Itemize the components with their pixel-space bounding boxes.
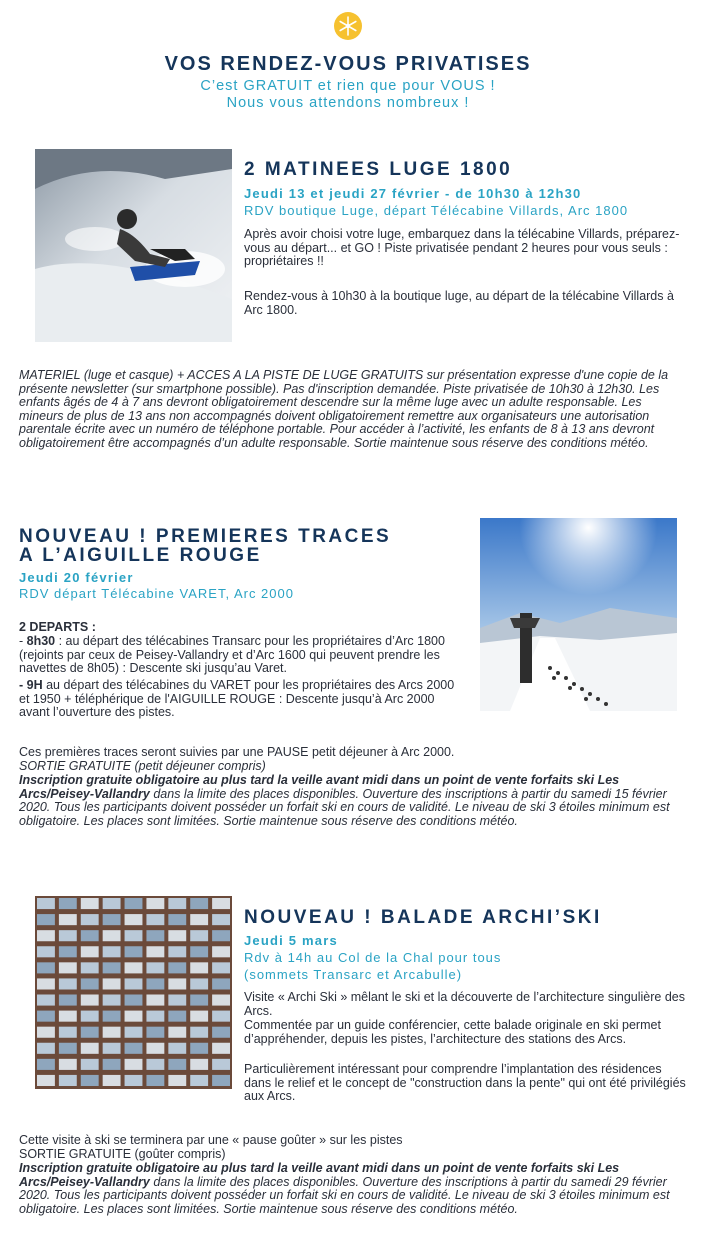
event2-depart2-text: au départ des télécabines du VARET pour les propriétaires des Arcs 2000 et 1950 + téléphérique de l'AIGUILLE ROUGE : Descente jusqu’à Arc 2000 avant l’ouverture des pistes. (19, 678, 455, 720)
event2-sortie: SORTIE GRATUITE (petit déjeuner compris) (19, 759, 266, 773)
event2-depart1: - 8h30 : au départ des télécabines Transarc pour les propriétaires d’Arc 1800 (rejoints par ceux de Peisey-Vallandry et d’Arc 1600 qui peuvent prendre les navettes de 8h05) : Descente ski jusqu’au Varet. (19, 634, 445, 676)
event3-para1: Visite « Archi Ski » mêlant le ski et la découverte de l’architecture singulière des Arcs. (244, 990, 685, 1018)
event3-inscription-bold: Inscription gratuite obligatoire au plus tard la veille avant midi dans un point de vente forfaits ski Les Arcs/Peisey-Vallandry (19, 1161, 620, 1189)
event1-date: Jeudi 13 et jeudi 27 février - de 10h30 à 12h30 (244, 186, 582, 201)
event1-rdv: RDV boutique Luge, départ Télécabine Villards, Arc 1800 (244, 203, 629, 218)
event3-sortie: SORTIE GRATUITE (goûter compris) (19, 1147, 226, 1161)
event2-departs-label: 2 DEPARTS : (19, 620, 96, 634)
page-subtitle-2: Nous vous attendons nombreux ! (226, 95, 470, 111)
event2-title-line2: A L’AIGUILLE ROUGE (19, 545, 262, 566)
event2-date: Jeudi 20 février (19, 570, 134, 585)
event1-conditions: MATERIEL (luge et casque) + ACCES A LA PISTE DE LUGE GRATUITS sur présentation expresse d'une copie de la présente newsletter (sur smartphone possible). Pas d'inscription demandée. Piste privatisée de 10h30 à 12h30. Les enfants âgés de 4 à 7 ans devront obligatoirement descendre sur la même luge avec un adulte responsable. Les mineurs de plus de 13 ans non accompagnés doivent obligatoirement remettre aux organisateurs une autorisation parentale écrite avec un numéro de téléphone portable. Pour accéder à l’activité, les enfants de 8 à 13 ans devront obligatoirement être accompagnés d’un adulte responsable. Sortie maintenue sous réserve des conditions météo. (19, 368, 669, 450)
event1-title: 2 MATINEES LUGE 1800 (244, 159, 513, 180)
page-title: VOS RENDEZ-VOUS PRIVATISES (164, 53, 532, 75)
event2-rdv: RDV départ Télécabine VARET, Arc 2000 (19, 586, 294, 601)
event3-inscription-rest: dans la limite des places disponibles. Ouverture des inscriptions à partir du samedi 29 février 2020. Tous les participants doivent posséder un forfait ski en cours de validité. Le niveau de ski 3 étoiles minimum est obligatoire. Les places sont limitées. Sortie maintenue sous réserve des conditions météo. (19, 1174, 670, 1216)
event1-para1: Après avoir choisi votre luge, embarquez dans la télécabine Villards, préparez-vous au départ... et GO ! Piste privatisée pendant 2 heures pour vous seuls : propriétaires !! (244, 227, 680, 269)
event2-depart2 (19, 679, 464, 720)
event2-inscription-bold: Inscription gratuite obligatoire au plus tard la veille avant midi dans un point de vente forfaits ski Les Arcs/Peisey-Vallandry (19, 773, 620, 801)
event2-pause: Ces premières traces seront suivies par une PAUSE petit déjeuner à Arc 2000. (19, 745, 455, 759)
event2-title-line1: NOUVEAU ! PREMIERES TRACES (19, 526, 392, 547)
page-subtitle-1: C’est GRATUIT et rien que pour VOUS ! (200, 78, 496, 94)
event3-rdv-line1: Rdv à 14h au Col de la Chal pour tous (244, 950, 502, 965)
event3-pause: Cette visite à ski se terminera par une « pause goûter » sur les pistes (19, 1133, 403, 1147)
architecture-photo (35, 896, 232, 1089)
aiguille-rouge-photo (480, 518, 677, 711)
event2-inscription-rest: dans la limite des places disponibles. Ouverture des inscriptions à partir du samedi 15 février 2020. Tous les participants doivent posséder un forfait ski en cours de validité. Le niveau de ski 3 étoiles minimum est obligatoire. Les places sont limitées. Sortie maintenue sous réserve des conditions météo. (19, 786, 670, 828)
event3-para2: Commentée par un guide conférencier, cette balade originale en ski permet d’appréhender, depuis les pistes, l’architecture des stations des Arcs. (244, 1018, 661, 1046)
event3-para3: Particulièrement intéressant pour comprendre l’implantation des résidences dans le relief et le concept de "construction dans la pente" qui ont été privilégiés aux Arcs. (244, 1062, 686, 1104)
event3-rdv-line2: (sommets Transarc et Arcabulle) (244, 967, 463, 982)
snowflake-icon (333, 11, 363, 41)
luge-photo (35, 149, 232, 342)
event2-depart2-time: - 9H (19, 678, 43, 692)
event3-inscription (19, 1162, 685, 1216)
event2-depart1-time: 8h30 (26, 634, 56, 648)
event3-title: NOUVEAU ! BALADE ARCHI’SKI (244, 907, 602, 928)
event3-date: Jeudi 5 mars (244, 933, 338, 948)
event2-inscription (19, 774, 685, 828)
event2-depart1-text: : au départ des télécabines Transarc pour les propriétaires d’Arc 1800 (rejoints par ceux de Peisey-Vallandry et d’Arc 1600 qui peuvent prendre les navettes de 8h05) : Descente ski jusqu’au Varet. (19, 634, 445, 676)
event1-para2: Rendez-vous à 10h30 à la boutique luge, au départ de la télécabine Villards à Arc 1800. (244, 289, 674, 317)
